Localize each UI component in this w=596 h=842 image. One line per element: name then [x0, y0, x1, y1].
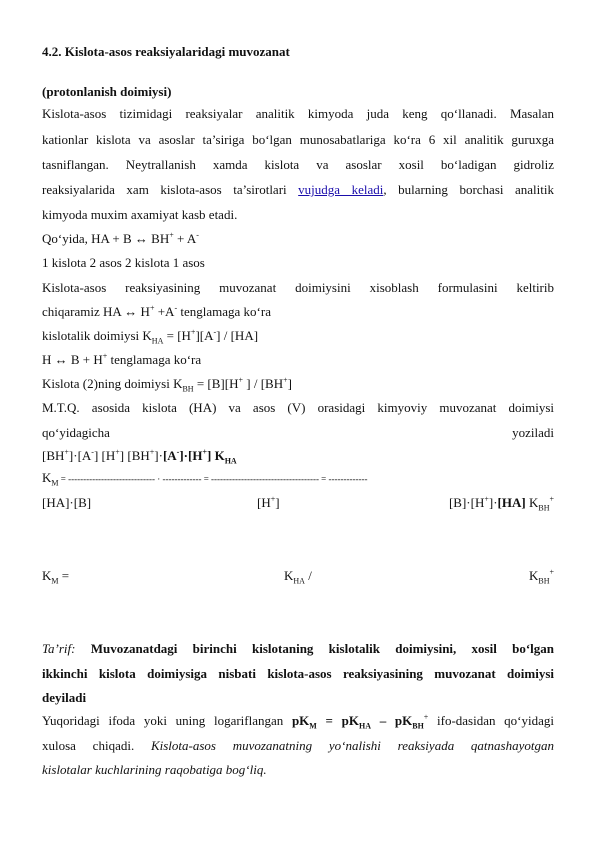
- denominator-3: [B]·[H+]·[HA] $K_{BH}^+$: [448, 494, 554, 513]
- kha-term: $K_{HA}$ /: [284, 568, 312, 586]
- ka-formula: kislotalik doimiysi $K_{HA} = [H^+][A^-] / [HA]$: [42, 327, 259, 346]
- km-label: $K_M$ =: [42, 568, 70, 586]
- paragraph-line: kationlar kislota va asoslar ta’siriga bo‘lgan munosabatlariga ko‘ra 6 xil analitik guruxga: [42, 132, 554, 147]
- paragraph-line: reaksiyalarida xam kislota-asos ta’sirotlari vujudga keladi, bularning borchasi analitik: [42, 182, 554, 197]
- fraction-line: $K_M$ = ----------------------------- · ------------- = ------------------------------------ = -------------: [42, 470, 368, 488]
- equation-1-labels: 1 kislota 2 asos 2 kislota 1 asos: [42, 255, 205, 270]
- definition-line: ikkinchi kislota doimiysiga nisbati kislota-asos reaksiyasining muvozanat doimiysi: [42, 666, 554, 681]
- definition-line: Ta’rif: Muvozanatdagi birinchi kislotaning kislotalik doimiysini, xosil bo‘lgan: [42, 641, 554, 656]
- denominator-1: [HA]·[B]: [42, 495, 92, 510]
- log-line: kislotalar kuchlarining raqobatiga bog‘liq.: [42, 762, 267, 777]
- equation-1: Qo‘yida, HA + B ↔ BH+ + A-: [42, 230, 199, 246]
- paragraph-line: Kislota-asos tizimidagi reaksiyalar analitik kimyoda juda keng qo‘llanadi. Masalan: [42, 106, 554, 121]
- paragraph-line: M.T.Q. asosida kislota (HA) va asos (V) orasidagi kimyoviy muvozanat doimiysi: [42, 400, 554, 415]
- definition-line: deyiladi: [42, 690, 87, 705]
- equation-dissociation: chiqaramiz HA ↔ H+ +A- tenglamaga ko‘ra: [42, 303, 271, 319]
- paragraph-line: Kislota-asos reaksiyasining muvozanat doimiysini xisoblash formulasini keltirib: [42, 280, 554, 295]
- vujudga-keladi-link[interactable]: vujudga keladi: [298, 182, 384, 197]
- section-heading: 4.2. Kislota-asos reaksiyalaridagi muvozanat: [42, 44, 290, 59]
- paragraph-line: qo‘yidagicha yoziladi: [42, 425, 554, 440]
- subheading: (protonlanish doimiysi): [42, 84, 172, 99]
- log-line: Yuqoridagi ifoda yoki uning logariflangan $pK_M = pK_{HA} - pK_{BH}^+$ ifo-dasidan qo‘yidagi: [42, 712, 554, 731]
- equation-2: H ↔ B + H+ tenglamaga ko‘ra: [42, 351, 202, 367]
- log-line: xulosa chiqadi. Kislota-asos muvozanatning yo‘nalishi reaksiyada qatnashayotgan: [42, 738, 554, 753]
- denominator-2: [H+]: [257, 494, 280, 510]
- kbh-formula: Kislota (2)ning doimiysi $K_{BH} = [B][H^+$ ] / [BH+]: [42, 375, 292, 394]
- kbh-term: $K_{BH}^+$: [528, 567, 554, 586]
- paragraph-line: tasniflangan. Neytrallanish xamda kislota va asoslar xosil bo‘ladigan gidroliz: [42, 157, 554, 172]
- paragraph-line: kimyoda muxim axamiyat kasb etadi.: [42, 207, 238, 222]
- fraction-numerator: [BH+]·[A-] [H+] [BH+]·[A-]·[H+] $K_{HA}$: [42, 447, 237, 466]
